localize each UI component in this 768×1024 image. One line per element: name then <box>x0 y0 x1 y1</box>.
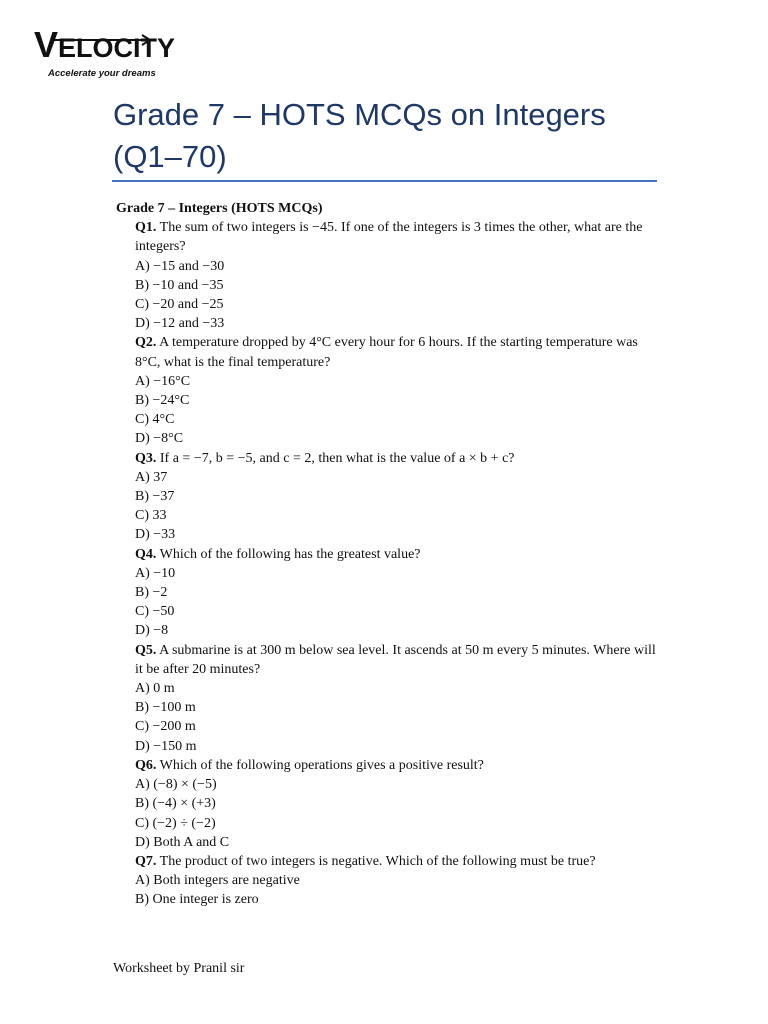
answer-option: A) Both integers are negative <box>135 873 300 889</box>
answer-option: B) One integer is zero <box>135 892 259 908</box>
question-number: Q7. <box>135 853 157 869</box>
question-stem: Which of the following has the greatest value? <box>159 546 421 562</box>
question-item <box>116 449 656 545</box>
question-stem: If a = −7, b = −5, and c = 2, then what is the value of a × b + c? <box>159 450 515 466</box>
answer-option: C) −200 m <box>135 719 196 735</box>
question-stem: The sum of two integers is −45. If one of the integers is 3 times the other, what are the integers? <box>135 220 643 255</box>
answer-option: D) Both A and C <box>135 834 230 850</box>
answer-option: C) −50 <box>135 604 175 620</box>
question-number: Q3. <box>135 450 157 466</box>
answer-option: B) −37 <box>135 489 175 505</box>
answer-option: D) −8 <box>135 623 169 639</box>
question-stem: The product of two integers is negative. Which of the following must be true? <box>159 853 596 869</box>
question-number: Q1. <box>135 220 157 236</box>
answer-option: B) −24°C <box>135 393 190 409</box>
question-item <box>116 545 656 641</box>
answer-option: C) −20 and −25 <box>135 297 224 313</box>
page-title <box>113 94 673 178</box>
answer-option: A) −10 <box>135 565 176 581</box>
question-text <box>135 449 656 468</box>
question-number: Q4. <box>135 546 157 562</box>
question-text <box>135 641 656 679</box>
answer-option: D) −150 m <box>135 738 197 754</box>
worksheet-content <box>116 199 656 910</box>
answer-option: C) 33 <box>135 508 167 524</box>
velocity-logo <box>34 24 176 82</box>
question-text <box>135 218 656 256</box>
question-item <box>116 333 656 448</box>
question-stem: A temperature dropped by 4°C every hour for 6 hours. If the starting temperature was 8°C, what is the final temperature? <box>135 335 638 370</box>
answer-option: C) 4°C <box>135 412 175 428</box>
section-heading: Grade 7 – Integers (HOTS MCQs) <box>116 201 323 216</box>
question-text <box>135 333 656 371</box>
logo-wordmark <box>34 24 176 65</box>
question-item <box>116 852 656 910</box>
answer-option: A) 37 <box>135 469 168 485</box>
question-number: Q5. <box>135 642 157 658</box>
question-item <box>116 218 656 333</box>
logo-tagline: Accelerate your dreams <box>48 68 156 79</box>
page-footer: Worksheet by Pranil sir <box>113 961 245 976</box>
question-item <box>116 641 656 756</box>
answer-option: B) −100 m <box>135 700 196 716</box>
answer-option: C) (−2) ÷ (−2) <box>135 815 216 831</box>
answer-option: B) −10 and −35 <box>135 277 224 293</box>
question-item <box>116 756 656 852</box>
answer-option: A) −16°C <box>135 373 191 389</box>
title-line-1: Grade 7 – HOTS MCQs on Integers <box>113 97 606 132</box>
title-line-2: (Q1–70) <box>113 139 227 174</box>
question-text <box>135 756 656 775</box>
question-stem: Which of the following operations gives a positive result? <box>159 757 484 773</box>
question-text <box>135 545 656 564</box>
answer-option: D) −12 and −33 <box>135 316 225 332</box>
logo-initial: V <box>34 24 59 65</box>
answer-option: A) (−8) × (−5) <box>135 777 217 793</box>
logo-word-rest: ELOCITY <box>58 33 176 63</box>
answer-option: D) −8°C <box>135 431 184 447</box>
answer-option: D) −33 <box>135 527 176 543</box>
question-stem: A submarine is at 300 m below sea level. It ascends at 50 m every 5 minutes. Where will it be after 20 minutes? <box>135 642 656 677</box>
answer-option: B) (−4) × (+3) <box>135 796 216 812</box>
title-divider <box>112 180 657 182</box>
answer-option: A) −15 and −30 <box>135 258 225 274</box>
question-text <box>135 852 656 871</box>
question-number: Q6. <box>135 757 157 773</box>
answer-option: A) 0 m <box>135 681 175 697</box>
question-list <box>116 218 656 909</box>
question-number: Q2. <box>135 335 157 351</box>
answer-option: B) −2 <box>135 585 168 601</box>
